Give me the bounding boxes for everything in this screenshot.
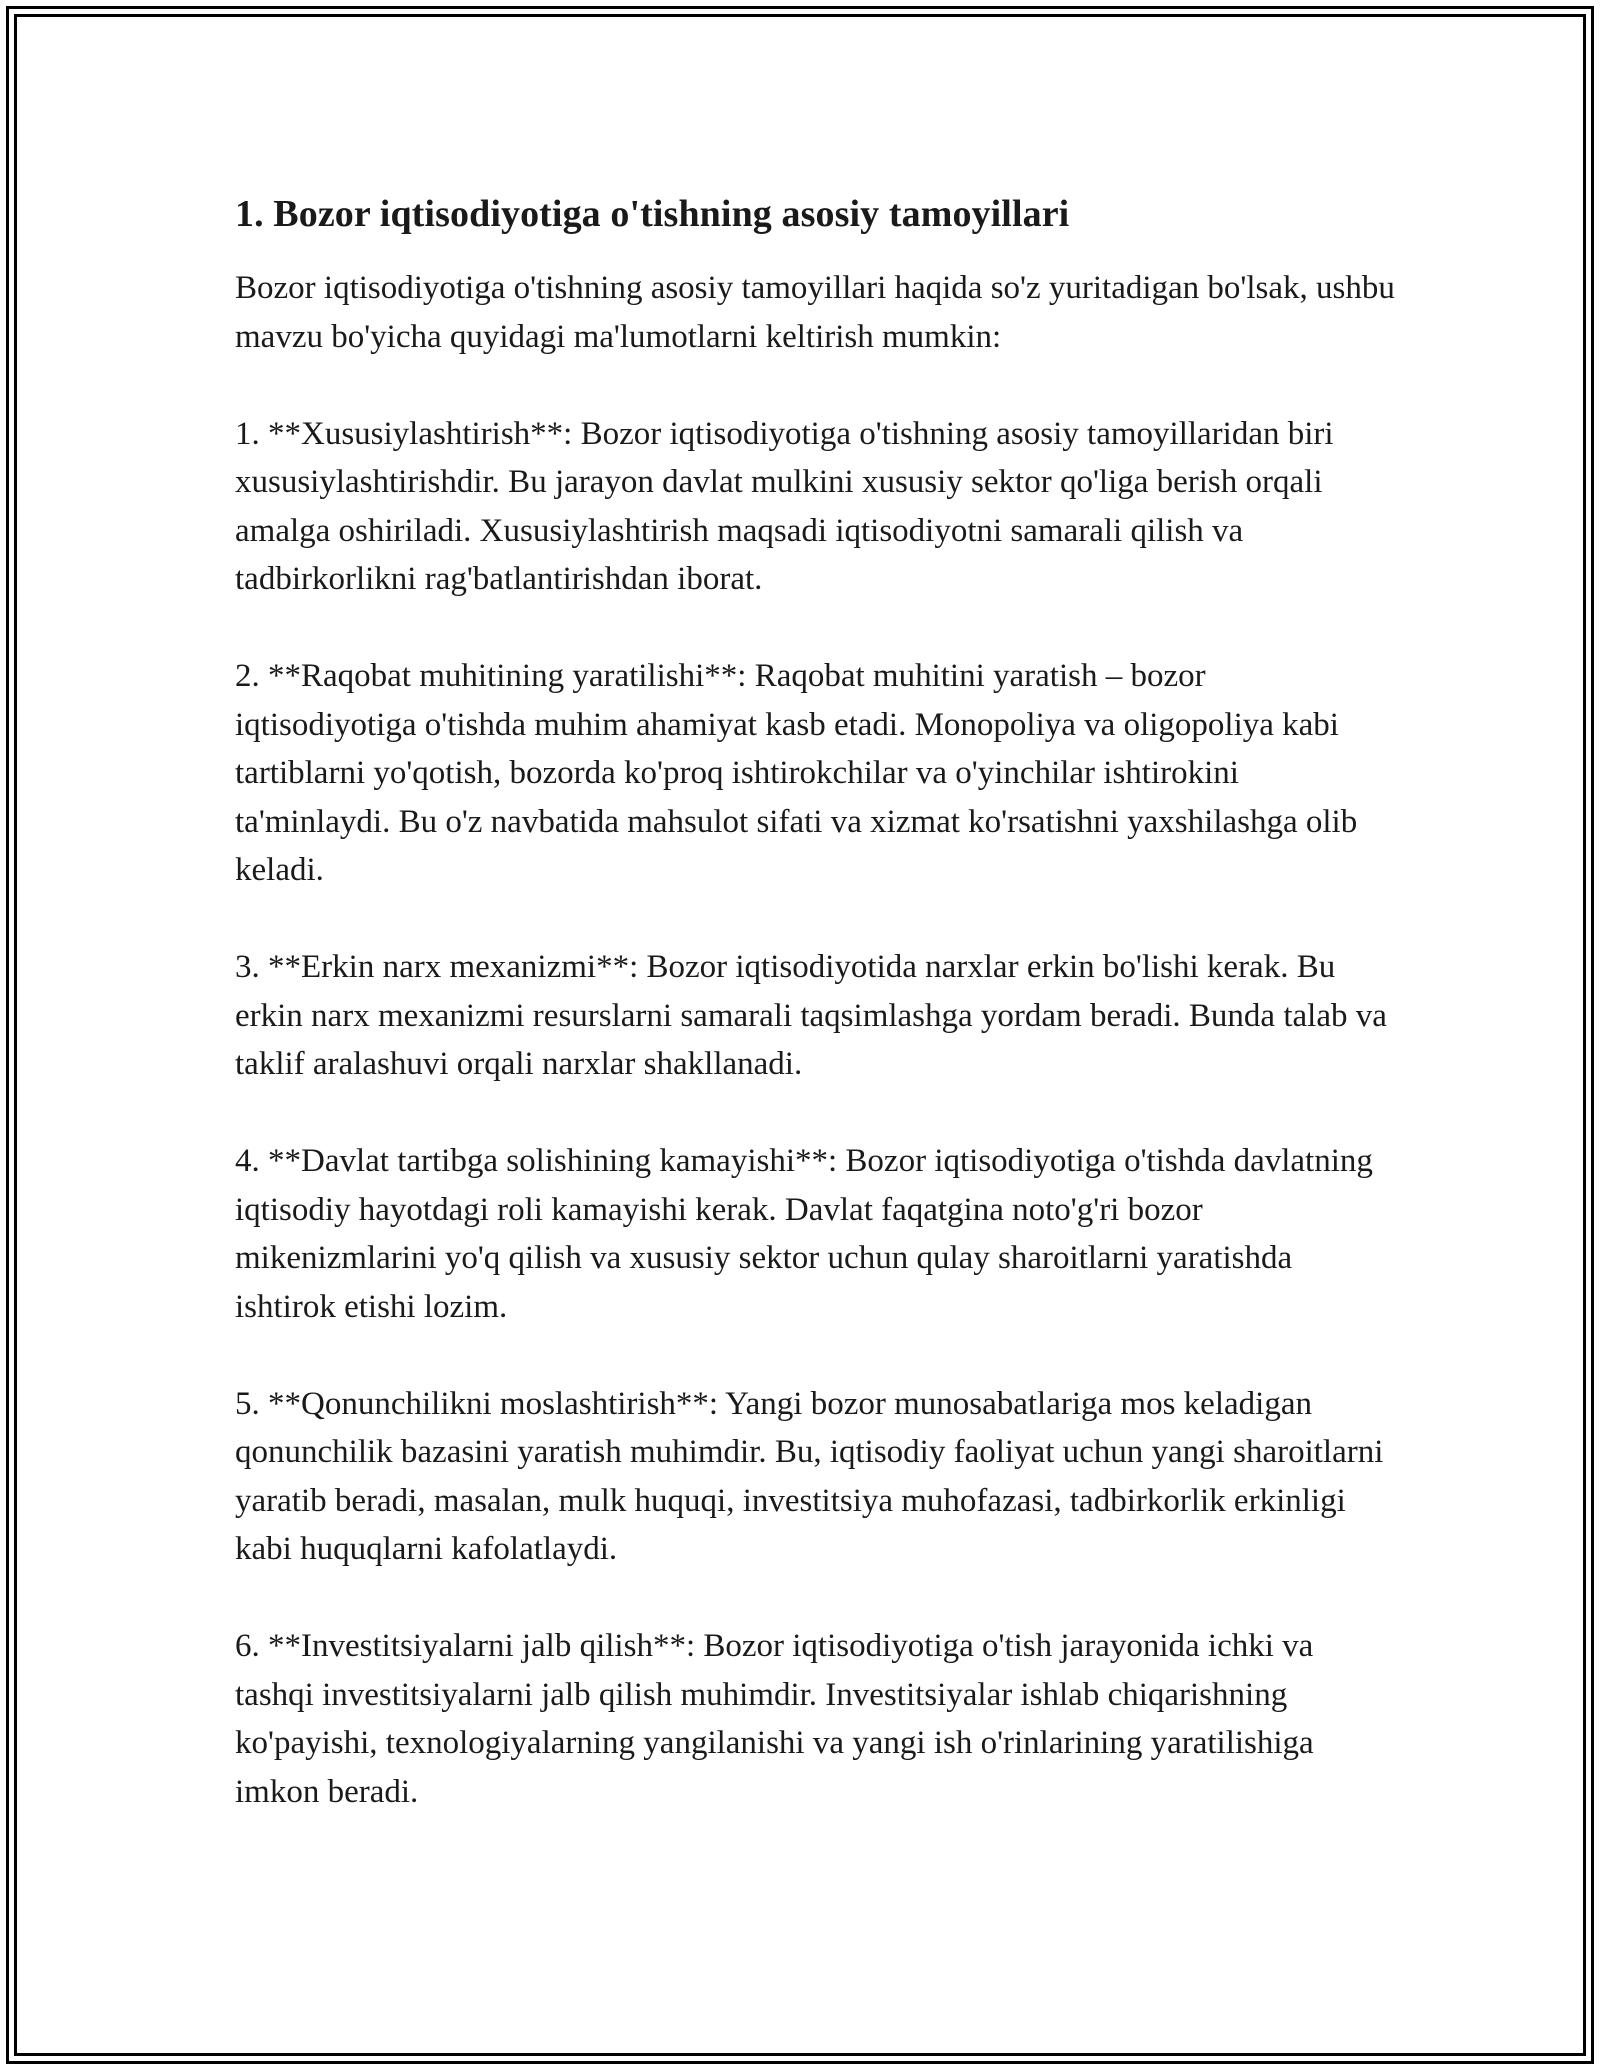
intro-paragraph: Bozor iqtisodiyotiga o'tishning asosiy tamoyillari haqida so'z yuritadigan bo'lsak, ushbu mavzu bo'yicha quyidagi ma'lumotlarni keltirish mumkin:: [235, 270, 1395, 355]
document-title: 1. Bozor iqtisodiyotiga o'tishning asosiy tamoyillari: [235, 193, 1070, 235]
list-item-2: 2. **Raqobat muhitining yaratilishi**: Raqobat muhitini yaratish – bozor iqtisodiyotiga o'tishda muhim ahamiyat kasb etadi. Monopoliya va oligopoliya kabi tartiblarni yo'qotish, bozorda ko'proq ishtirokchilar va o'yinchilar ishtirokini ta'minlaydi. Bu o'z navbatida mahsulot sifati va xizmat ko'rsatishni yaxshilashga olib keladi.: [235, 658, 1358, 888]
list-item-5: 5. **Qonunchilikni moslashtirish**: Yangi bozor munosabatlariga mos keladigan qonunchilik bazasini yaratish muhimdir. Bu, iqtisodiy faoliyat uchun yangi sharoitlarni yaratib beradi, masalan, mulk huquqi, investitsiya muhofazasi, tadbirkorlik erkinligi kabi huquqlarni kafolatlaydi.: [235, 1385, 1384, 1567]
list-item-4: 4. **Davlat tartibga solishining kamayishi**: Bozor iqtisodiyotiga o'tishda davlatning iqtisodiy hayotdagi roli kamayishi kerak. Davlat faqatgina noto'g'ri bozor mikenizmlarini yo'q qilish va xususiy sektor uchun qulay sharoitlarni yaratishda ishtirok etishi lozim.: [235, 1143, 1373, 1325]
list-item-3: 3. **Erkin narx mexanizmi**: Bozor iqtisodiyotida narxlar erkin bo'lishi kerak. Bu erkin narx mexanizmi resurslarni samarali taqsimlashga yordam beradi. Bunda talab va taklif aralashuvi orqali narxlar shakllanadi.: [235, 949, 1387, 1082]
list-item-1: 1. **Xususiylashtirish**: Bozor iqtisodiyotiga o'tishning asosiy tamoyillaridan biri xususiylashtirishdir. Bu jarayon davlat mulkini xususiy sektor qo'liga berish orqali amalga oshiriladi. Xususiylashtirish maqsadi iqtisodiyotni samarali qilish va tadbirkorlikni rag'batlantirishdan iborat.: [235, 415, 1334, 597]
list-item-6: 6. **Investitsiyalarni jalb qilish**: Bozor iqtisodiyotiga o'tish jarayonida ichki va tashqi investitsiyalarni jalb qilish muhimdir. Investitsiyalar ishlab chiqarishning ko'payishi, texnologiyalarning yangilanishi va yangi ish o'rinlarining yaratilishiga imkon beradi.: [235, 1628, 1314, 1810]
document-body: [235, 188, 1395, 1865]
